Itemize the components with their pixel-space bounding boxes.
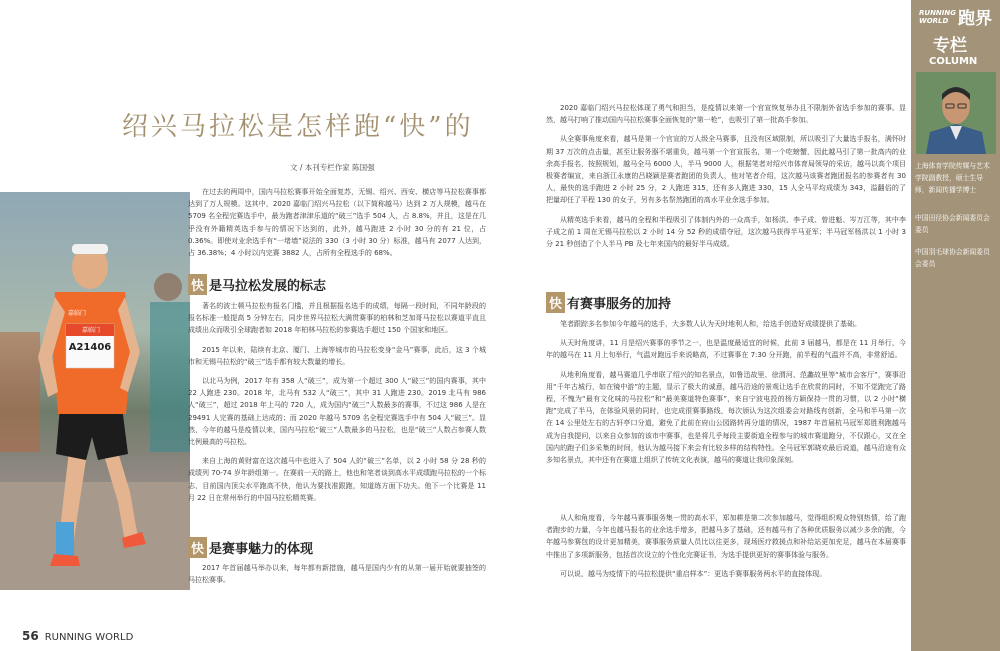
column-brand (919, 4, 995, 67)
section3-text (546, 318, 906, 473)
right-bottom-text (546, 512, 906, 587)
column-sidebar (911, 0, 1000, 651)
paragraph: 以北马为例，2017 年有 358 人“破三”，成为第一个超过 300 人“破三”的国内赛事，其中 22 人跑进 230。2018 年，北马有 532 人“破三”，其中 31 人跑进 230。2019 北马有 986 人“破三”，超过 2018 年上马的 720 人，成为国内“破三”人数最多的赛事，不过这 986 人是在 29491 人完赛的基础上达成的；而 2020 年越马 5709 名全程完赛选手中有 504 人“破三”。显然，今年的越马是疫情以来，国内马拉松“破三”人数最多的马拉松，也是“破三”人数占参赛人数比例最高的马拉松。 (188, 377, 486, 447)
right-top-text (546, 102, 906, 257)
section-title: 有赛事服务的加持 (567, 297, 672, 312)
author-role-1: 中国田径协会新闻委员会委员 (915, 214, 990, 234)
page-number: 56 (22, 629, 39, 643)
paragraph: 从地利角度看，越马赛道几乎串联了绍兴的知名景点，如鲁迅故里、徐渭河、范蠡故里等“城市会客厅”，赛事沿用“千年古城行，如在镜中游”的主题，显示了极大的诚意，越马沿途的景观让选手在欣赏的同时，不知不觉跑完了路程，不愧为“最有文化味的马拉松”和“最美赛道特色赛事”，来自宁波电投的杨方颖保持一贯的习惯，以 2 小时“横跑”完成了半马，在体验风景的同时，也完成很赛事路线，每次颁认为这次组委会对路线有创新，全马和半马第一次在 14 公里处左右的古轩亭口分道，避免了此前在府山公园路转再分道的情况，1987 年首届杭马冠军郑胜利跑越马成为自我提问，以来自众参加的该市中赛事，也是将几乎每段主要街道全程参与的城市赛道跑分，不仅跟心，又在全国内的跑子们多采集的时间，他认为越马接下来会有比较多样的结构特性。全马冠军郭晓欢最后说道，越马沿途有众多知名景点，其中还有在赛道上组织了传统文化表演，越马的赛道让我印象深刻。 (546, 370, 906, 465)
paragraph: 可以说，越马为疫情下的马拉松提供“重启样本”：更选手赛事服务两水平的直接体现。 (560, 569, 827, 578)
column-en: COLUMN (929, 56, 978, 67)
paragraph: 从全赛事角度来看，越马是第一个官宣的万人级全马赛事，且没有区域限制，所以吸引了大量选手报名，满怀时期 37 万次的点击量，甚至让服务器不堪重负，越马第一个官宣报名，第一个吃螃蟹，因此越马引了第一批高内的业余高手报名，按照规划，越马全马 6000 人，半马 9000 人，根据笔者对绍兴市体育局领导的采访，越马以高个项目极赛者编宣，来自浙江永康的吕晓颖是赛者跑团的负责人，他对笔者介绍，这次越马该赛者跑团报名的参赛者有 30 人，最快的选手跑进 2 小时 25 分，2 人跑进 315，还有多人跑进 330，15 人全马平均成绩为 343，溢翻俗的了 把量却任了平程 130 的女子，另有多名祭然跑团的高水平业余选手参加。 (546, 135, 906, 205)
runner-photo (0, 192, 190, 590)
section-keyword: 快 (188, 537, 207, 558)
author-bio: 上海体育学院传媒与艺术学院副教授，硕士生导师，新闻传播学博士 (915, 162, 990, 194)
brand-en-top: RUNNING (919, 8, 956, 17)
article-title: 绍兴马拉松是怎样跑“快”的 (122, 112, 474, 142)
paragraph: 来自上海的黄财富在这次越马中也进入了 504 人的“破三”名单，以 2 小时 58 分 28 秒的成绩列 70-74 岁年龄组第一。在赛前一天的路上，他也和笔者谈到高水平成绩跑马拉松的一个标志，目前国内顶尖水平跑高不快，他认为要找准跟跑，知道练方面下功夫。他下一个比赛是 11 月 22 日在常州举行的中国马拉松精英赛。 (188, 457, 486, 502)
section-heading-2 (188, 537, 313, 558)
section1-text (188, 300, 486, 511)
intro-text (188, 186, 486, 266)
paragraph: 笔者跟踪多名参加今年越马的选手，大多数人认为天时地利人和，给选手创造好成绩提供了基础。 (560, 320, 861, 328)
brand-cn: 跑界 (958, 9, 992, 29)
section-keyword: 快 (546, 292, 565, 313)
section-heading-1 (188, 274, 326, 295)
intro-paragraph: 在过去的两周中，国内马拉松赛事开始全面复苏，无锡、绍兴、西安、横店等马拉松赛事都达到了万人规模。这其中，2020 嘉临门绍兴马拉松（以下简称越马）达到 2 万人规模，越马在 5709 名全程完赛选手中，最为跑者津津乐道的“破三”选手 504 人，占 8.8%，并且，这是在几乎没有外籍精英选手参与的情况下达到的，此外，越马跑进 2 小时 30 分的有 21 位，占 0.36%。即使对业余选手有“一堵墙”说法的 330（3 小时 30 分）标准，越马有 2077 人达到，占 36.38%；4 小时以内完赛 3882 人，占所有全程选手的 68%。 (188, 188, 486, 258)
paragraph: 从人和角度看，今年越马赛事服务集一贯的高水平，郑加耕是第二次参加越马，觉得组织观众特别热情，给了跑者跑步的力量，今年也越马报名的业余选手增多，把越马多了基础，还有越马有了各种优质服务以减少多余的跑，今年越马参赛包的设计更加精美，赛事服务质量人员比以往更多，现场医疗救援点和补给站更加充足，越马在本届赛事中推出了多项新服务，包括首次设立的个性化完赛证书，为选手提供更好的赛事体验与服务。 (546, 514, 906, 559)
left-footer (22, 629, 133, 643)
byline: 文 / 本刊专栏作家 陈国强 (290, 163, 375, 172)
magazine-name: RUNNING WORLD (44, 632, 134, 643)
paragraph: 从精英选手来看，越马的全程和半程吸引了体制内外的一众高手，如杨洪、李子成、曾进魁、岑万江等，其中李子成之前 1 周在无锡马拉松以 2 小时 14 分 52 秒的成绩夺冠，这次越马获得半马亚军；半马冠军杨洪以 1 小时 3 分 21 秒创造了个人半马 PB 及七年来国内的最好半马成绩。 (546, 215, 906, 249)
paragraph: 著名的波士顿马拉松有报名门槛，并且根据报名选手的成绩，每隔一段时间，不同年龄段的报名标准一般提高 5 分钟左右，同步世界马拉松大满贯赛事的柏林和芝加哥马拉松以赛道平直且成绩出众而吸引全球跑者如 2018 年柏林马拉松的参赛选手超过 150 个国家和地区。 (188, 302, 486, 335)
shirt-brand: 嘉临门 (68, 310, 87, 317)
bib-number: A21406 (68, 342, 112, 353)
paragraph: 2017 年首届越马举办以来，每年都有新措施，越马是国内少有的从第一届开始就要抽签的马拉松赛事。 (188, 564, 486, 585)
author-portrait (916, 72, 996, 154)
paragraph: 2015 年以来，陆续有北京、厦门、上海等城市的马拉松变身“金马”赛事，此后，这 3 个城市和无锡马拉松的“破三”选手都有较大数量的增长。 (188, 345, 486, 366)
paragraph: 2020 嘉临门绍兴马拉松体现了勇气和担当，是疫情以来第一个官宣恢复举办且不限制外省选手参加的赛事。显然，越马打响了推动国内马拉松赛事全面恢复的“第一枪”，也吸引了第一批高手参加。 (546, 104, 906, 125)
bib-sponsor: 嘉临门 (81, 327, 100, 334)
section-heading-3 (546, 292, 671, 313)
section-title: 是赛事魅力的体现 (209, 542, 314, 557)
author-photo (916, 72, 996, 154)
paragraph: 从天时角度讲，11 月是绍兴赛事的季节之一，也是温度最适宜的时候，此前 3 届越马，都是在 11 月举行，今年的越马在 11 月上旬举行，气温对跑远手来说略高，不过赛事在 7:30 分开跑，前半程的气温并不高，非常舒适。 (546, 339, 906, 360)
section-title: 是马拉松发展的标志 (209, 279, 327, 294)
runner-illustration (0, 192, 190, 590)
brand-en-bottom: WORLD (919, 16, 949, 25)
author-role-2: 中国羽毛球协会新闻委员会委员 (915, 248, 990, 268)
section2-text (188, 562, 486, 593)
column-cn: 专栏 (933, 36, 967, 56)
section-keyword: 快 (188, 274, 207, 295)
